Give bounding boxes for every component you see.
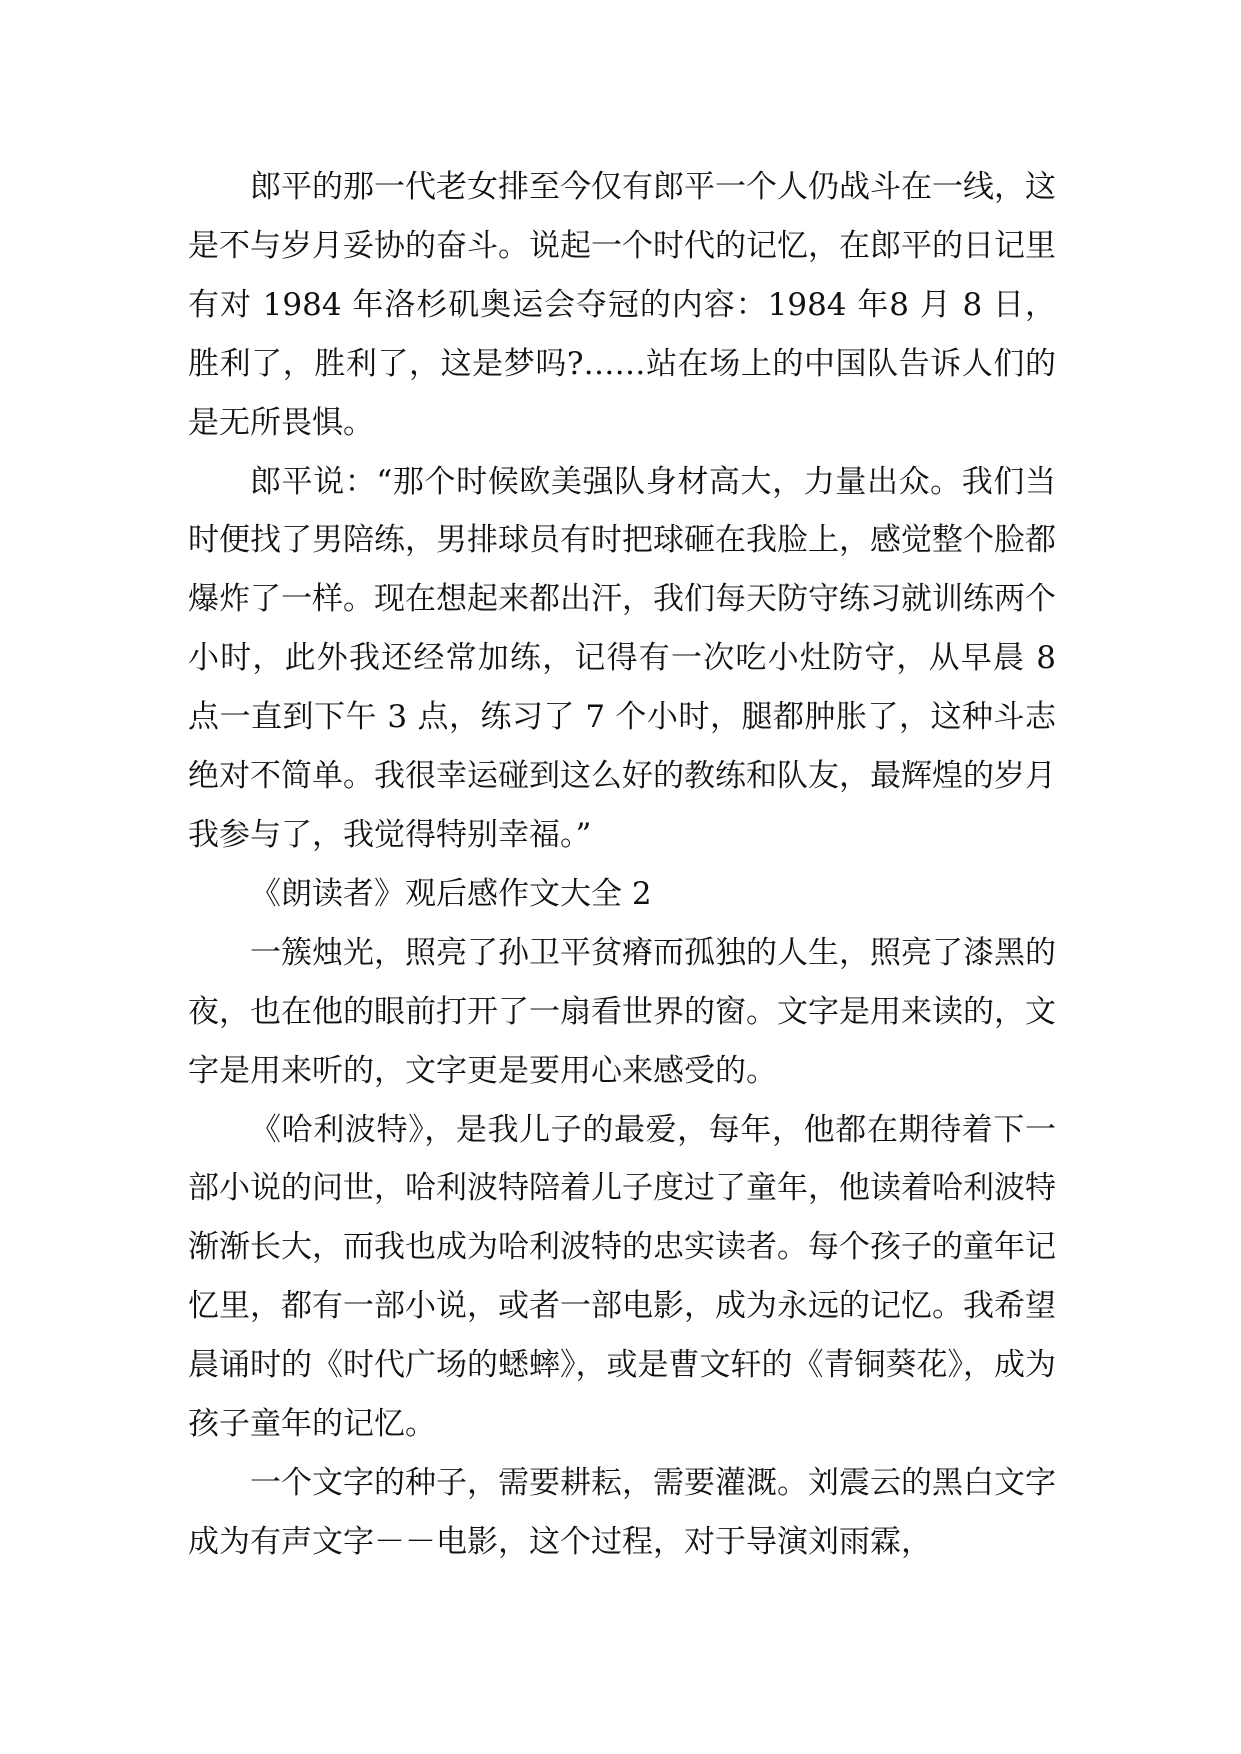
paragraph-langping-generation: 郎平的那一代老女排至今仅有郎平一个人仍战斗在一线，这是不与岁月妥协的奋斗。说起一个时代的记忆，在郎平的日记里有对 1984 年洛杉矶奥运会夺冠的内容：1984 年8 月 8 日，胜利了，胜利了，这是梦吗?……站在场上的中国队告诉人们的是无所畏惧。	[188, 169, 1056, 441]
paragraph-candlelight: 一簇烛光，照亮了孙卫平贫瘠而孤独的人生，照亮了漆黑的夜，也在他的眼前打开了一扇看世界的窗。文字是用来读的，文字是用来听的，文字更是要用心来感受的。	[188, 934, 1056, 1089]
paragraph-seed-of-words: 一个文字的种子，需要耕耘，需要灌溉。刘震云的黑白文字成为有声文字－－电影，这个过程，对于导演刘雨霖，	[188, 1464, 1056, 1560]
section-heading: 《朗读者》观后感作文大全 2	[250, 875, 652, 912]
paragraph-langping-quote: 郎平说：“那个时候欧美强队身材高大，力量出众。我们当时便找了男陪练，男排球员有时把球砸在我脸上，感觉整个脸都爆炸了一样。现在想起来都出汗，我们每天防守练习就训练两个小时，此外我还经常加练，记得有一次吃小灶防守，从早晨 8 点一直到下午 3 点，练习了 7 个小时，腿都肿胀了，这种斗志绝对不简单。我很幸运碰到这么好的教练和队友，最辉煌的岁月我参与了，我觉得特别幸福。”	[188, 463, 1056, 853]
article-body	[188, 158, 1056, 1572]
paragraph-harry-potter: 《哈利波特》，是我儿子的最爱，每年，他都在期待着下一部小说的问世，哈利波特陪着儿子度过了童年，他读着哈利波特渐渐长大，而我也成为哈利波特的忠实读者。每个孩子的童年记忆里，都有一部小说，或者一部电影，成为永远的记忆。我希望晨诵时的《时代广场的蟋蟀》，或是曹文轩的《青铜葵花》，成为孩子童年的记忆。	[188, 1111, 1056, 1443]
